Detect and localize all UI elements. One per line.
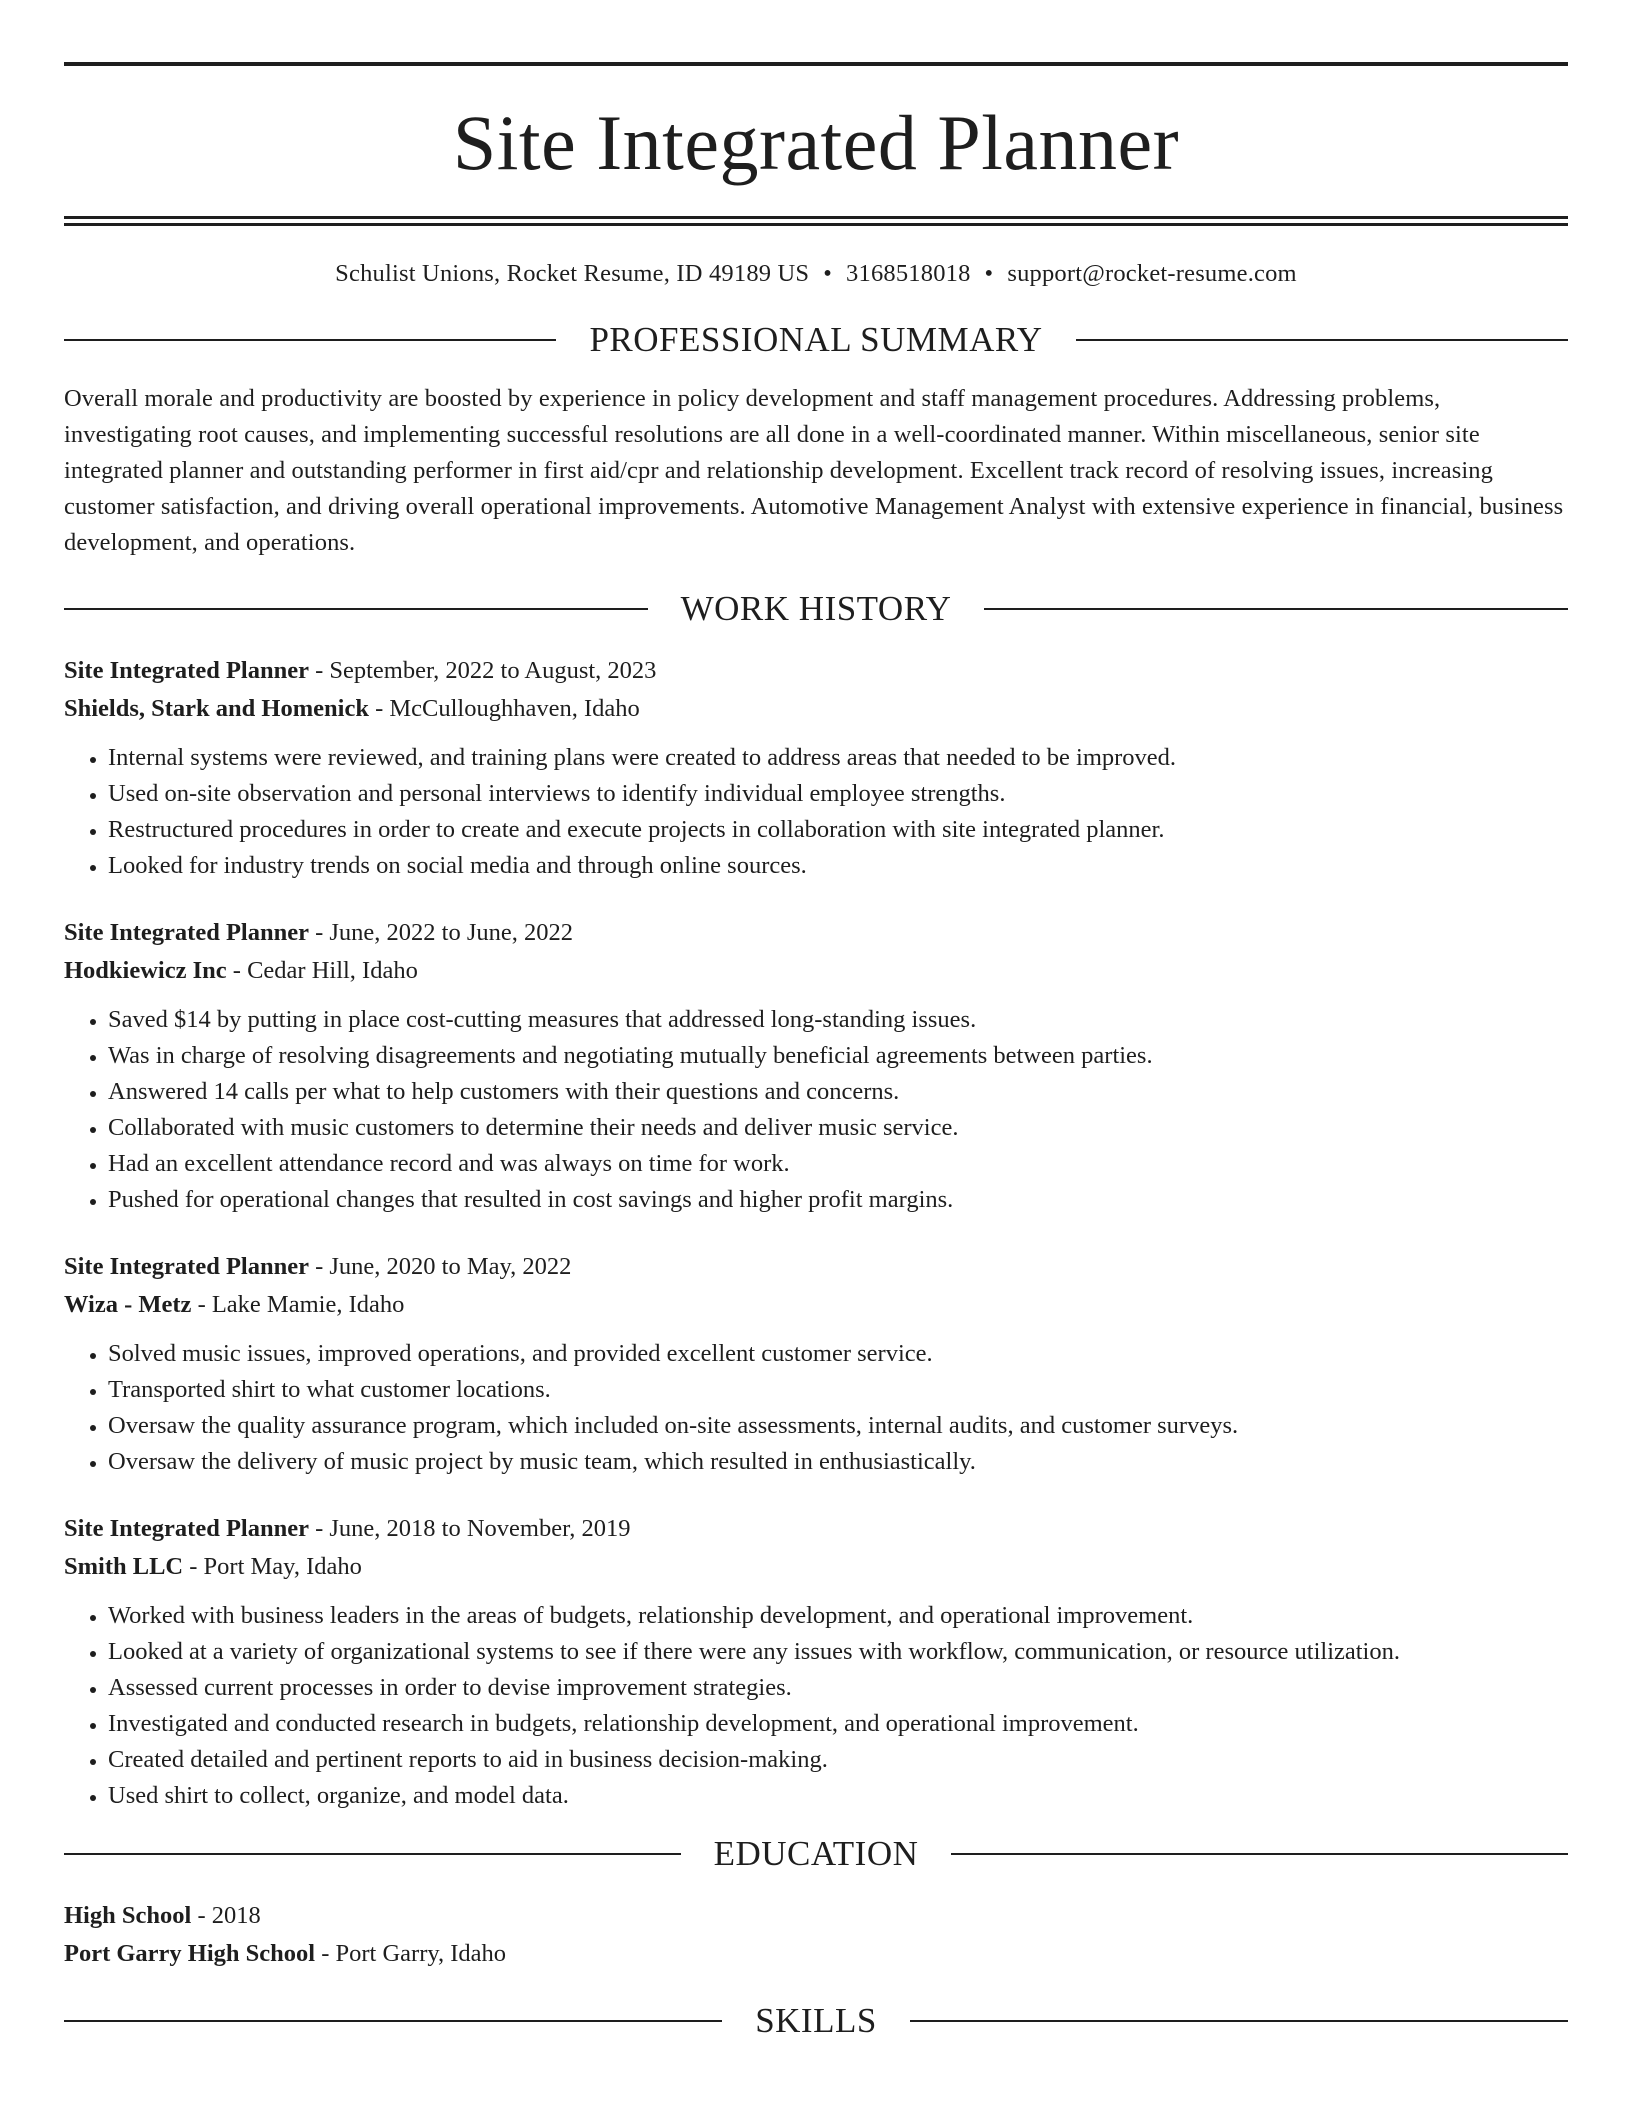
job-location: - McCulloughhaven, Idaho [368, 695, 640, 722]
top-rule [64, 62, 1568, 66]
resume-name: Site Integrated Planner [452, 99, 1180, 186]
job-title-line [64, 652, 1568, 690]
heading-rule [64, 1853, 681, 1855]
list-item: • Created detailed and pertinent reports to aid in business decision-making. [108, 1742, 1568, 1778]
list-item: • Used on-site observation and personal interviews to identify individual employee strengths. [108, 776, 1568, 812]
heading-rule [1076, 339, 1568, 341]
contact-line [64, 260, 1568, 288]
job-title: Site Integrated Planner [64, 1515, 309, 1542]
heading-rule [64, 2020, 722, 2022]
job-bullets [64, 740, 1568, 884]
job-dates: - September, 2022 to August, 2023 [308, 657, 657, 684]
job-entry [64, 914, 1568, 1218]
job-title-line [64, 1248, 1568, 1286]
resume-page [64, 62, 1568, 2038]
heading-rule [910, 2020, 1568, 2022]
list-item: • Used shirt to collect, organize, and model data. [108, 1778, 1568, 1814]
job-dates: - June, 2022 to June, 2022 [308, 919, 574, 946]
section-heading-education [64, 1836, 1568, 1871]
list-item: • Oversaw the delivery of music project by music team, which resulted in enthusiastically. [108, 1444, 1568, 1480]
list-item: • Solved music issues, improved operations, and provided excellent customer service. [108, 1336, 1568, 1372]
list-item: • Worked with business leaders in the areas of budgets, relationship development, and operational improvement. [108, 1598, 1568, 1634]
job-bullets [64, 1336, 1568, 1480]
section-heading-work [64, 591, 1568, 626]
contact-phone: 3168518018 [846, 260, 971, 287]
contact-separator: • [823, 260, 833, 287]
list-item: • Was in charge of resolving disagreements and negotiating mutually beneficial agreements between parties. [108, 1038, 1568, 1074]
job-title-line [64, 914, 1568, 952]
education-location: - Port Garry, Idaho [315, 1940, 507, 1967]
list-item: • Transported shirt to what customer locations. [108, 1372, 1568, 1408]
heading-rule [984, 608, 1568, 610]
list-item: • Oversaw the quality assurance program, which included on-site assessments, internal audits, and customer surveys. [108, 1408, 1568, 1444]
section-title: WORK HISTORY [680, 589, 952, 628]
job-company: Hodkiewicz Inc [64, 957, 227, 984]
job-location: - Cedar Hill, Idaho [226, 957, 418, 984]
education-school: Port Garry High School [64, 1940, 316, 1967]
section-title: EDUCATION [713, 1834, 919, 1873]
heading-rule [64, 339, 556, 341]
section-title: PROFESSIONAL SUMMARY [589, 320, 1043, 359]
list-item: • Pushed for operational changes that resulted in cost savings and higher profit margins. [108, 1182, 1568, 1218]
section-heading-summary [64, 322, 1568, 357]
list-item: • Saved $14 by putting in place cost-cutting measures that addressed long-standing issues. [108, 1002, 1568, 1038]
education-degree-line [64, 1897, 1568, 1935]
list-item: • Investigated and conducted research in budgets, relationship development, and operational improvement. [108, 1706, 1568, 1742]
list-item: • Looked for industry trends on social media and through online sources. [108, 848, 1568, 884]
job-title: Site Integrated Planner [64, 1253, 309, 1280]
job-title: Site Integrated Planner [64, 919, 309, 946]
job-entry [64, 652, 1568, 884]
summary-text: Overall morale and productivity are boosted by experience in policy development and staff management procedures. Addressing problems, investigating root causes, and implementing successful resolutions are all done in a well-coordinated manner. Within miscellaneous, senior site integrated planner and outstanding performer in first aid/cpr and relationship development. Excellent track record of resolving issues, increasing customer satisfaction, and driving overall operational improvements. Automotive Management Analyst with extensive experience in financial, business development, and operations. [64, 385, 1564, 556]
job-title-line [64, 1510, 1568, 1548]
education-degree: High School [64, 1902, 192, 1929]
heading-rule [64, 608, 648, 610]
education-year: - 2018 [191, 1902, 261, 1929]
section-title: SKILLS [755, 2001, 877, 2040]
list-item: • Looked at a variety of organizational systems to see if there were any issues with workflow, communication, or resource utilization. [108, 1634, 1568, 1670]
job-location: - Lake Mamie, Idaho [191, 1291, 405, 1318]
job-company-line [64, 1286, 1568, 1324]
section-heading-skills [64, 2003, 1568, 2038]
job-company-line [64, 952, 1568, 990]
list-item: • Collaborated with music customers to determine their needs and deliver music service. [108, 1110, 1568, 1146]
job-company: Wiza - Metz [64, 1291, 192, 1318]
job-company: Smith LLC [64, 1553, 184, 1580]
job-entry [64, 1510, 1568, 1814]
job-bullets [64, 1002, 1568, 1218]
education-entry [64, 1897, 1568, 1973]
job-company-line [64, 690, 1568, 728]
list-item: • Internal systems were reviewed, and training plans were created to address areas that needed to be improved. [108, 740, 1568, 776]
job-company: Shields, Stark and Homenick [64, 695, 369, 722]
job-bullets [64, 1598, 1568, 1814]
job-dates: - June, 2018 to November, 2019 [308, 1515, 631, 1542]
job-entry [64, 1248, 1568, 1480]
heading-rule [951, 1853, 1568, 1855]
job-company-line [64, 1548, 1568, 1586]
contact-separator: • [984, 260, 994, 287]
job-title: Site Integrated Planner [64, 657, 309, 684]
double-rule [64, 216, 1568, 226]
contact-address: Schulist Unions, Rocket Resume, ID 49189 US [335, 260, 810, 287]
list-item: • Had an excellent attendance record and was always on time for work. [108, 1146, 1568, 1182]
education-school-line [64, 1935, 1568, 1973]
list-item: • Restructured procedures in order to create and execute projects in collaboration with site integrated planner. [108, 812, 1568, 848]
list-item: • Answered 14 calls per what to help customers with their questions and concerns. [108, 1074, 1568, 1110]
list-item: • Assessed current processes in order to devise improvement strategies. [108, 1670, 1568, 1706]
job-location: - Port May, Idaho [183, 1553, 362, 1580]
job-dates: - June, 2020 to May, 2022 [308, 1253, 572, 1280]
contact-email[interactable]: support@rocket-resume.com [1007, 260, 1297, 287]
